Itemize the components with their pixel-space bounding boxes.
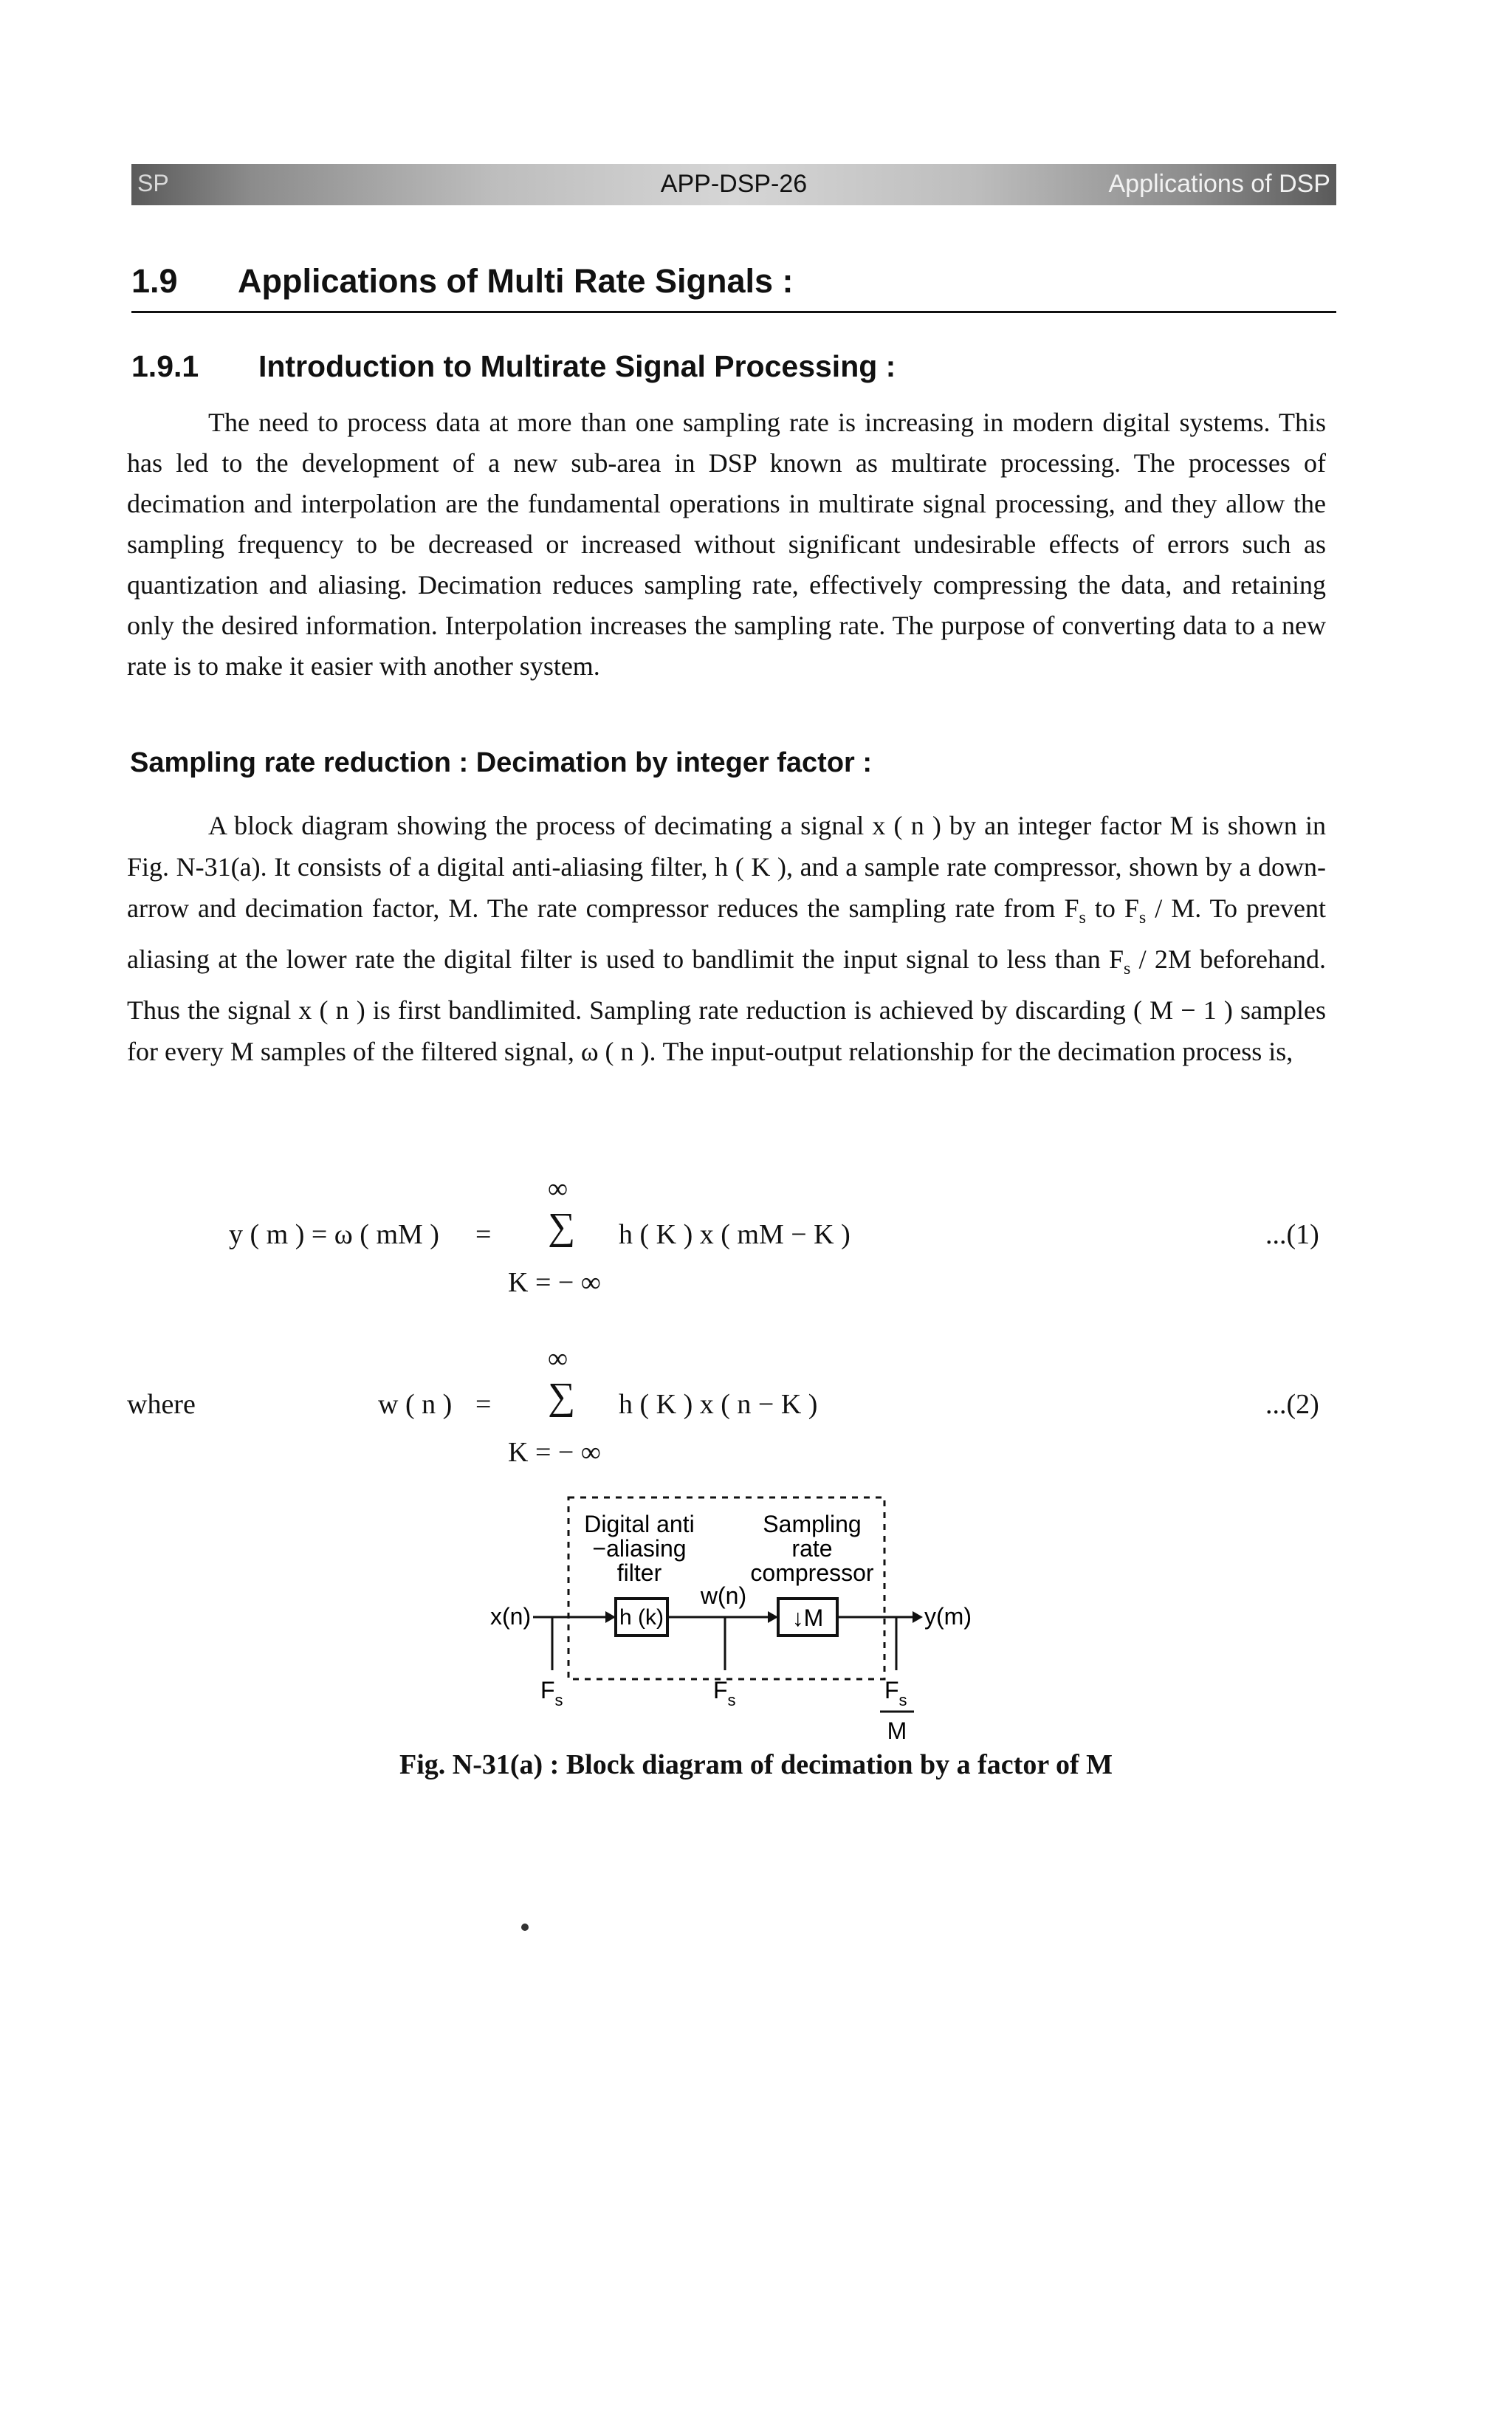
figure-caption: Fig. N-31(a) : Block diagram of decimation by a factor of M — [399, 1749, 1113, 1780]
output-arrowhead — [913, 1611, 923, 1623]
eq2-lower-limit: K = − ∞ — [508, 1437, 601, 1468]
eq2-rhs: h ( K ) x ( n − K ) — [619, 1389, 818, 1420]
eq2-upper-limit: ∞ — [548, 1343, 568, 1374]
eq2-label: ...(2) — [1265, 1389, 1319, 1420]
input-signal-label: x(n) — [490, 1603, 532, 1630]
eq1-lhs: y ( m ) = ω ( mM ) — [229, 1219, 439, 1250]
middle-rate-label: $F_s$ — [713, 1677, 736, 1709]
eq2-lhs: w ( n ) — [378, 1389, 453, 1420]
subscript-s: s — [1079, 908, 1086, 927]
decimation-paragraph-part-c: / M. To prevent aliasing at the lower rate the digital filter is used to bandlimit the input signal to less than F — [127, 893, 1326, 974]
compressor-label-line-1: Sampling — [763, 1511, 862, 1537]
output-rate-denominator: M — [887, 1717, 907, 1744]
subsection-title: Introduction to Multirate Signal Processing : — [258, 349, 896, 383]
eq1-rhs: h ( K ) x ( mM − K ) — [619, 1219, 850, 1250]
eq1-label: ...(1) — [1265, 1219, 1319, 1250]
eq1-upper-limit: ∞ — [548, 1173, 568, 1204]
compressor-label-line-2: rate — [791, 1535, 833, 1562]
subscript-s: s — [1138, 908, 1147, 927]
decimation-paragraph-part-a: A block diagram showing the process of decimating a signal x ( n ) by an integer factor M is shown in Fig. N-31(a). It consists of a digital anti-aliasing filter, h ( K ), and a sample rate compressor, shown by a down-arrow and decimation factor, M. The rate compressor reduces the sampling rate from F — [127, 811, 1326, 923]
decimation-paragraph-part-b: to F — [1085, 893, 1139, 923]
input-arrowhead — [605, 1611, 616, 1623]
filter-label-line-2: −aliasing — [592, 1535, 687, 1562]
input-rate-label: $F_s$ — [540, 1677, 563, 1709]
decimation-heading: Sampling rate reduction : Decimation by integer factor : — [130, 747, 873, 778]
middle-arrowhead — [768, 1611, 778, 1623]
intermediate-signal-label: w(n) — [700, 1582, 747, 1609]
header-left-text: SP — [137, 170, 169, 196]
output-rate-numerator: $F_s$ — [884, 1677, 907, 1709]
filter-block-label: h (k) — [619, 1605, 664, 1630]
eq2-sigma: ∑ — [548, 1376, 576, 1418]
eq1-lower-limit: K = − ∞ — [508, 1267, 601, 1298]
eq2-equals: = — [475, 1389, 492, 1420]
section-title: Applications of Multi Rate Signals : — [238, 262, 794, 300]
filter-label-line-1: Digital anti — [584, 1511, 695, 1537]
stray-dot — [521, 1924, 529, 1931]
header-chapter-title: Applications of DSP — [1108, 170, 1330, 198]
compressor-block-label: ↓M — [791, 1605, 824, 1631]
filter-label-line-3: filter — [616, 1559, 662, 1586]
header-page-number: APP-DSP-26 — [660, 170, 808, 198]
eq2-where: where — [127, 1389, 196, 1420]
intro-paragraph: The need to process data at more than one sampling rate is increasing in modern digital systems. This has led to the development of a new sub-area in DSP known as multirate processing. The processes of decimation and interpolation are the fundamental operations in multirate signal processing, and they allow the sampling frequency to be decreased or increased without significant undesirable effects of errors such as quantization and aliasing. Decimation reduces sampling rate, effectively compressing the data, and retaining only the desired information. Interpolation increases the sampling rate. The purpose of converting data to a new rate is to make it easier with another system. — [127, 408, 1326, 681]
eq1-equals: = — [475, 1219, 492, 1250]
compressor-label-line-3: compressor — [750, 1559, 874, 1586]
section-number: 1.9 — [131, 262, 178, 300]
output-signal-label: y(m) — [924, 1603, 972, 1630]
subscript-s: s — [1124, 959, 1131, 978]
subsection-number: 1.9.1 — [131, 349, 199, 383]
decimation-paragraph-part-d: / 2M beforehand. Thus the signal x ( n ) is first bandlimited. Sampling rate reduction is achieved by discarding ( M − 1 ) samples for every M samples of the filtered signal, ω ( n ). The input-output relationship for the decimation process is, — [127, 944, 1326, 1066]
eq1-sigma: ∑ — [548, 1206, 576, 1248]
